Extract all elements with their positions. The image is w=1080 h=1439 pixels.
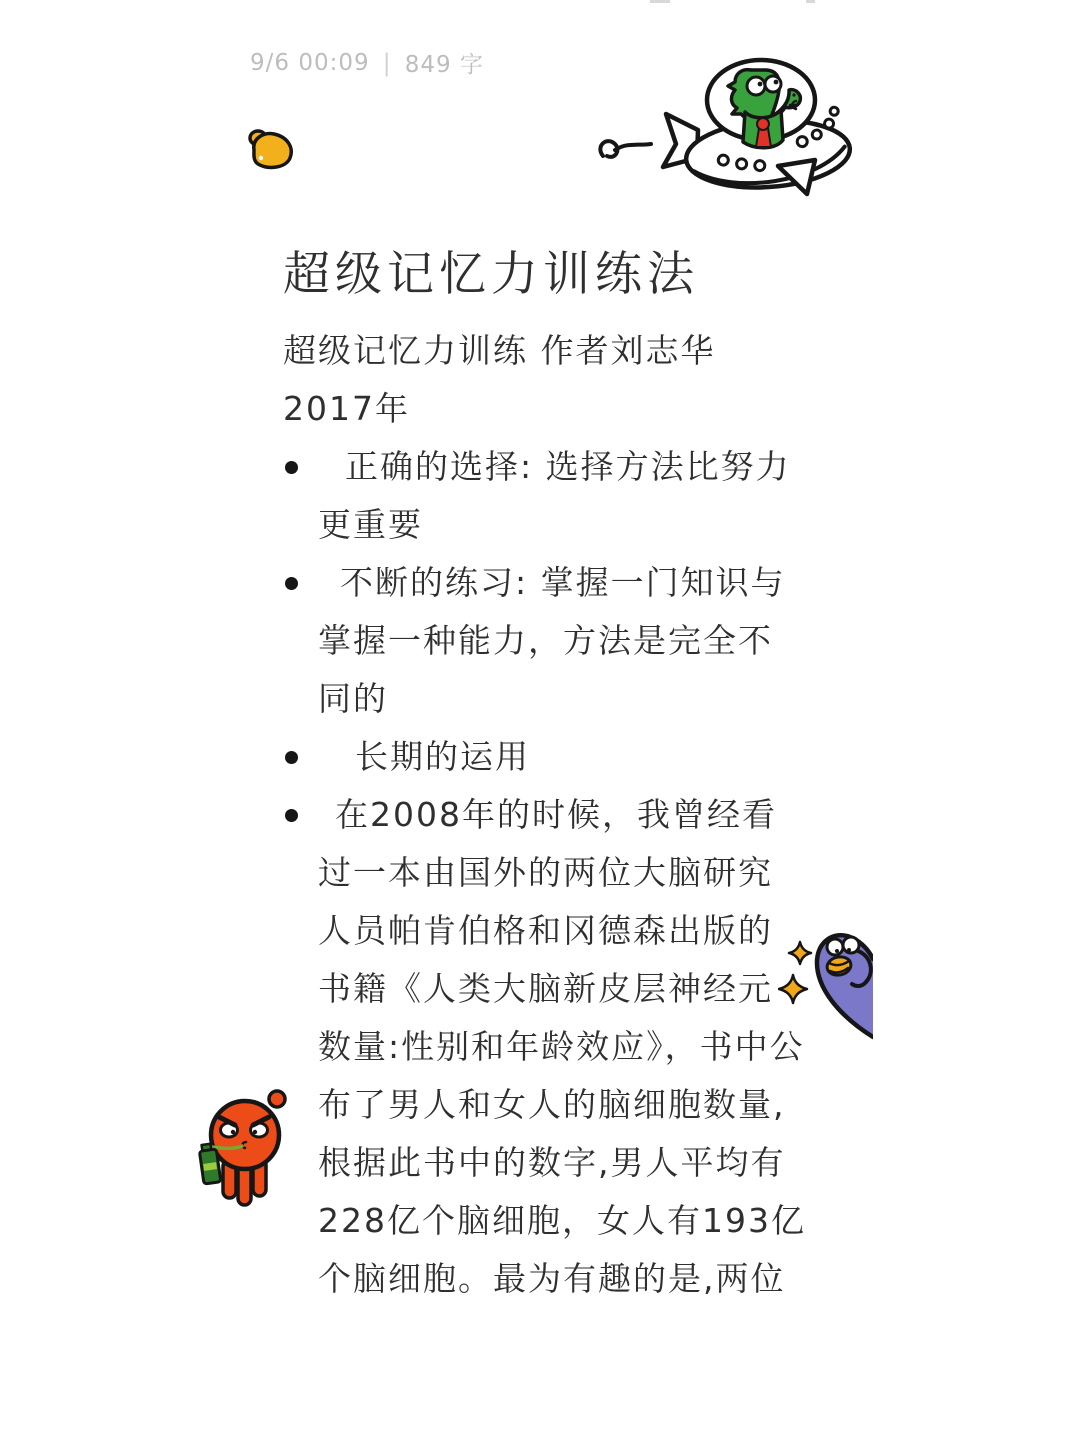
angry-balloon-sticker[interactable] <box>196 1086 314 1208</box>
purple-heart-sticker[interactable] <box>778 915 873 1043</box>
note-intro-line: 超级记忆力训练 作者刘志华 2017年 <box>283 331 716 428</box>
sparkle-icon <box>779 975 807 1003</box>
note-datetime: 9/6 00:09 <box>250 49 370 76</box>
bullet-dot-icon <box>285 577 298 590</box>
bullet-text: 不断的练习: 掌握一门知识与掌握一种能力，方法是完全不同的 <box>318 563 786 718</box>
note-title[interactable]: 超级记忆力训练法 <box>283 247 699 303</box>
note-body[interactable] <box>283 322 807 1308</box>
squiggle-trail-icon <box>600 141 651 157</box>
bullet-text: 在2008年的时候，我曾经看过一本由国外的两位大脑研究人员帕肯伯格和冈德森出版的书籍《人类大脑新皮层神经元数量:性别和年龄效应》，书中公布了男人和女人的脑细胞数量,根据此书中的数字,男人平均有228亿个脑细胞，女人有193亿个脑细胞。最为有趣的是,两位 <box>318 795 806 1298</box>
word-count: 849 字 <box>404 52 484 78</box>
bullet-item <box>283 438 807 554</box>
bullet-dot-icon <box>285 751 298 764</box>
bullet-item <box>283 786 807 1308</box>
bullet-text: 正确的选择: 选择方法比努力更重要 <box>318 447 791 544</box>
balloon-knot <box>269 1091 285 1107</box>
sparkle-icon <box>789 942 811 964</box>
bullet-text: 长期的运用 <box>355 737 530 776</box>
yellow-bean-sticker[interactable] <box>240 122 300 174</box>
meta-divider: | <box>382 48 392 77</box>
bullet-dot-icon <box>285 461 298 474</box>
bullet-dot-icon <box>285 809 298 822</box>
dino-rocket-sticker[interactable] <box>593 52 873 202</box>
screen-edge-artifact <box>650 0 670 3</box>
note-meta <box>250 46 484 79</box>
bullet-item <box>283 728 807 786</box>
bullet-item <box>283 554 807 728</box>
screen-edge-artifact <box>806 0 815 3</box>
